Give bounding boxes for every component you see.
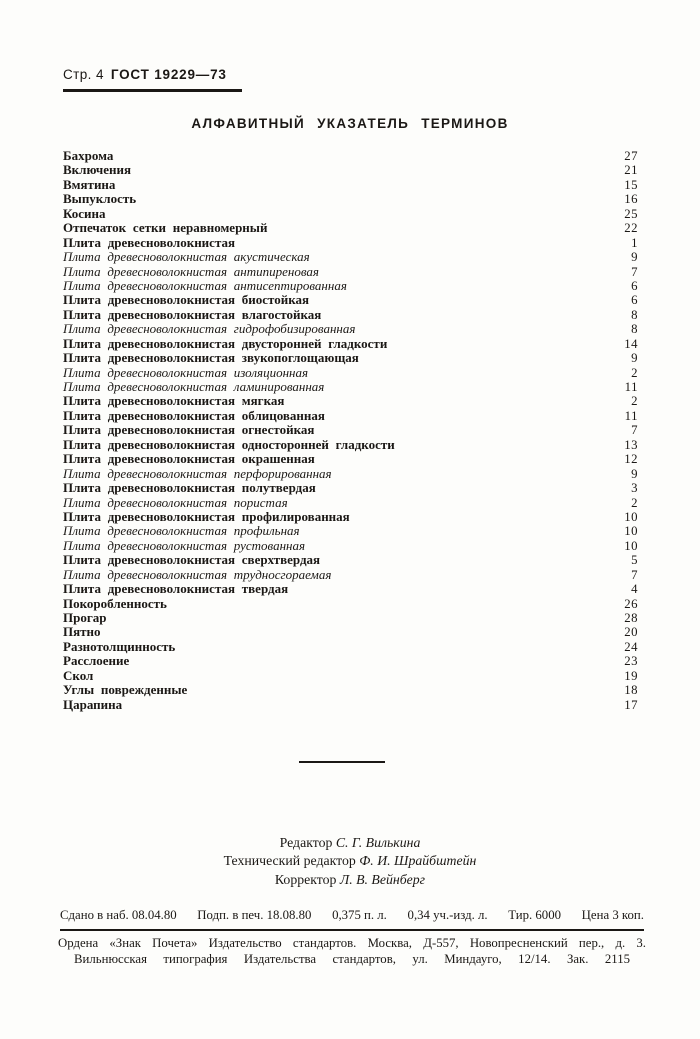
index-entry — [63, 422, 638, 436]
index-entry — [63, 466, 638, 480]
index-entry — [63, 191, 638, 205]
index-entry — [63, 653, 638, 667]
term-page-number: 7 — [631, 567, 638, 582]
term-label: Косина — [63, 205, 106, 221]
credit-line — [0, 834, 700, 852]
colophon-line — [60, 908, 644, 931]
index-entry — [63, 610, 638, 624]
index-entry — [63, 567, 638, 581]
credit-name: Л. В. Вейнберг — [339, 871, 426, 887]
term-label: Бахрома — [63, 148, 114, 163]
colophon-segment: Тир. 6000 — [508, 908, 562, 922]
term-page-number: 21 — [624, 163, 638, 178]
index-entry — [63, 278, 638, 292]
term-page-number: 6 — [631, 278, 638, 293]
credit-role: Корректор — [274, 871, 340, 887]
term-label: Плита древесноволокнистая профильная — [63, 523, 300, 539]
term-label: Плита древесноволокнистая пористая — [63, 494, 288, 510]
term-label: Плита древесноволокнистая перфорированная — [63, 465, 332, 481]
term-page-number: 15 — [624, 177, 638, 192]
term-label: Плита древесноволокнистая мягкая — [63, 393, 285, 409]
index-entry — [63, 177, 638, 191]
term-page-number: 10 — [624, 538, 638, 553]
index-entry — [63, 292, 638, 306]
index-entry — [63, 408, 638, 422]
term-page-number: 25 — [624, 206, 638, 221]
term-label: Плита древесноволокнистая антисептированная — [63, 277, 347, 293]
term-label: Плита древесноволокнистая биостойкая — [63, 292, 310, 308]
term-page-number: 7 — [631, 423, 638, 438]
term-page-number: 8 — [631, 322, 638, 337]
index-entry — [63, 321, 638, 335]
index-entry — [63, 552, 638, 566]
imprint-block — [58, 936, 646, 967]
index-entry — [63, 206, 638, 220]
credit-role: Технический редактор — [223, 853, 360, 869]
term-label: Пятно — [63, 624, 101, 640]
term-label: Плита древесноволокнистая акустическая — [63, 249, 310, 265]
index-entry — [63, 249, 638, 263]
term-page-number: 7 — [631, 264, 638, 279]
term-label: Плита древесноволокнистая двусторонней гладкости — [63, 335, 388, 351]
term-label: Отпечаток сетки неравномерный — [63, 220, 268, 236]
term-page-number: 1 — [631, 235, 638, 250]
term-page-number: 24 — [624, 639, 638, 654]
term-page-number: 18 — [624, 683, 638, 698]
index-entry — [63, 668, 638, 682]
term-label: Плита древесноволокнистая антипиреновая — [63, 263, 319, 279]
term-page-number: 28 — [624, 611, 638, 625]
term-label: Покоробленность — [63, 595, 167, 611]
term-page-number: 6 — [631, 293, 638, 308]
credit-line — [0, 871, 700, 889]
term-page-number: 5 — [631, 553, 638, 568]
term-label: Выпуклость — [63, 191, 137, 207]
term-page-number: 13 — [624, 437, 638, 452]
term-page-number: 20 — [624, 625, 638, 640]
term-label: Плита древесноволокнистая твердая — [63, 581, 289, 597]
index-entry — [63, 437, 638, 451]
index-entry — [63, 596, 638, 610]
term-page-number: 11 — [624, 408, 638, 423]
term-page-number: 22 — [624, 221, 638, 236]
term-page-number: 9 — [631, 466, 638, 481]
credit-role: Редактор — [279, 835, 336, 850]
index-entry — [63, 538, 638, 552]
index-entry — [63, 480, 638, 494]
credit-name: Ф. И. Шрайбштейн — [359, 853, 477, 869]
term-label: Плита древесноволокнистая ламинированная — [63, 379, 325, 394]
page-number-label: Стр. 4 — [63, 67, 104, 82]
term-label: Углы поврежденные — [63, 682, 188, 698]
term-page-number: 8 — [631, 307, 638, 322]
term-label: Плита древесноволокнистая влагостойкая — [63, 306, 322, 322]
term-label: Плита древесноволокнистая односторонней гладкости — [63, 436, 395, 452]
index-entry — [63, 639, 638, 653]
term-label: Включения — [63, 162, 132, 178]
term-label: Плита древесноволокнистая гидрофобизированная — [63, 321, 356, 337]
term-page-number: 4 — [631, 582, 638, 597]
credits-block — [0, 834, 700, 889]
index-list — [63, 148, 638, 711]
term-page-number: 9 — [631, 250, 638, 265]
term-label: Плита древесноволокнистая полутвердая — [63, 480, 316, 496]
index-entry — [63, 148, 638, 162]
imprint-line-2: Вильнюсская типография Издательства стандартов, ул. Миндауго, 12/14. Зак. 2115 — [74, 951, 630, 966]
term-label: Плита древесноволокнистая огнестойкая — [63, 422, 315, 438]
index-entry — [63, 697, 638, 711]
term-page-number: 23 — [624, 654, 638, 669]
term-label: Плита древесноволокнистая — [63, 234, 236, 250]
term-label: Плита древесноволокнистая изоляционная — [63, 364, 309, 380]
term-page-number: 2 — [631, 495, 638, 510]
section-divider — [299, 761, 385, 763]
credit-name: С. Г. Вилькина — [335, 835, 421, 850]
standard-number: ГОСТ 19229—73 — [110, 67, 227, 82]
term-label: Плита древесноволокнистая звукопоглощающая — [63, 350, 359, 366]
index-entry — [63, 307, 638, 321]
page-header — [63, 67, 242, 92]
colophon-segment: Цена 3 коп. — [581, 908, 644, 922]
index-entry — [63, 336, 638, 350]
term-label: Царапина — [63, 696, 123, 712]
term-label: Плита древесноволокнистая окрашенная — [63, 451, 315, 467]
index-entry — [63, 495, 638, 509]
index-entry — [63, 220, 638, 234]
index-entry — [63, 682, 638, 696]
index-entry — [63, 451, 638, 465]
term-label: Плита древесноволокнистая облицованная — [63, 407, 325, 423]
term-label: Расслоение — [63, 653, 130, 669]
term-page-number: 14 — [624, 336, 638, 351]
term-page-number: 10 — [624, 524, 638, 539]
term-page-number: 2 — [631, 394, 638, 409]
index-entry — [63, 350, 638, 364]
term-label: Вмятина — [63, 176, 116, 192]
index-entry — [63, 379, 638, 393]
term-page-number: 2 — [631, 365, 638, 380]
imprint-line-1: Ордена «Знак Почета» Издательство стандартов. Москва, Д-557, Новопресненский пер., д. 3. — [58, 936, 646, 950]
index-entry — [63, 581, 638, 595]
index-entry — [63, 162, 638, 176]
term-page-number: 3 — [631, 481, 638, 496]
index-entry — [63, 264, 638, 278]
index-entry — [63, 624, 638, 638]
term-label: Плита древесноволокнистая трудносгораемая — [63, 566, 332, 582]
term-page-number: 17 — [624, 697, 638, 712]
index-entry — [63, 235, 638, 249]
term-label: Плита древесноволокнистая рустованная — [63, 537, 306, 553]
term-label: Плита древесноволокнистая профилированная — [63, 508, 350, 524]
term-page-number: 19 — [624, 668, 638, 683]
term-page-number: 16 — [624, 192, 638, 207]
term-label: Скол — [63, 667, 94, 683]
colophon-segment: 0,34 уч.-изд. л. — [407, 908, 488, 922]
index-entry — [63, 393, 638, 407]
colophon-segment: 0,375 п. л. — [332, 908, 387, 922]
term-page-number: 26 — [624, 596, 638, 611]
index-entry — [63, 365, 638, 379]
term-page-number: 9 — [631, 351, 638, 366]
colophon-segment: Сдано в наб. 08.04.80 — [60, 908, 177, 922]
term-page-number: 12 — [624, 452, 638, 467]
credit-line — [0, 852, 700, 870]
term-page-number: 11 — [624, 380, 638, 394]
index-entry — [63, 509, 638, 523]
colophon-segment: Подп. в печ. 18.08.80 — [197, 908, 312, 922]
term-label: Плита древесноволокнистая сверхтвердая — [63, 552, 321, 568]
term-label: Разнотолщинность — [63, 638, 176, 654]
index-entry — [63, 523, 638, 537]
page-title: АЛФАВИТНЫЙ УКАЗАТЕЛЬ ТЕРМИНОВ — [191, 116, 509, 131]
term-label: Прогар — [63, 610, 107, 625]
term-page-number: 10 — [624, 509, 638, 524]
term-page-number: 27 — [624, 149, 638, 163]
